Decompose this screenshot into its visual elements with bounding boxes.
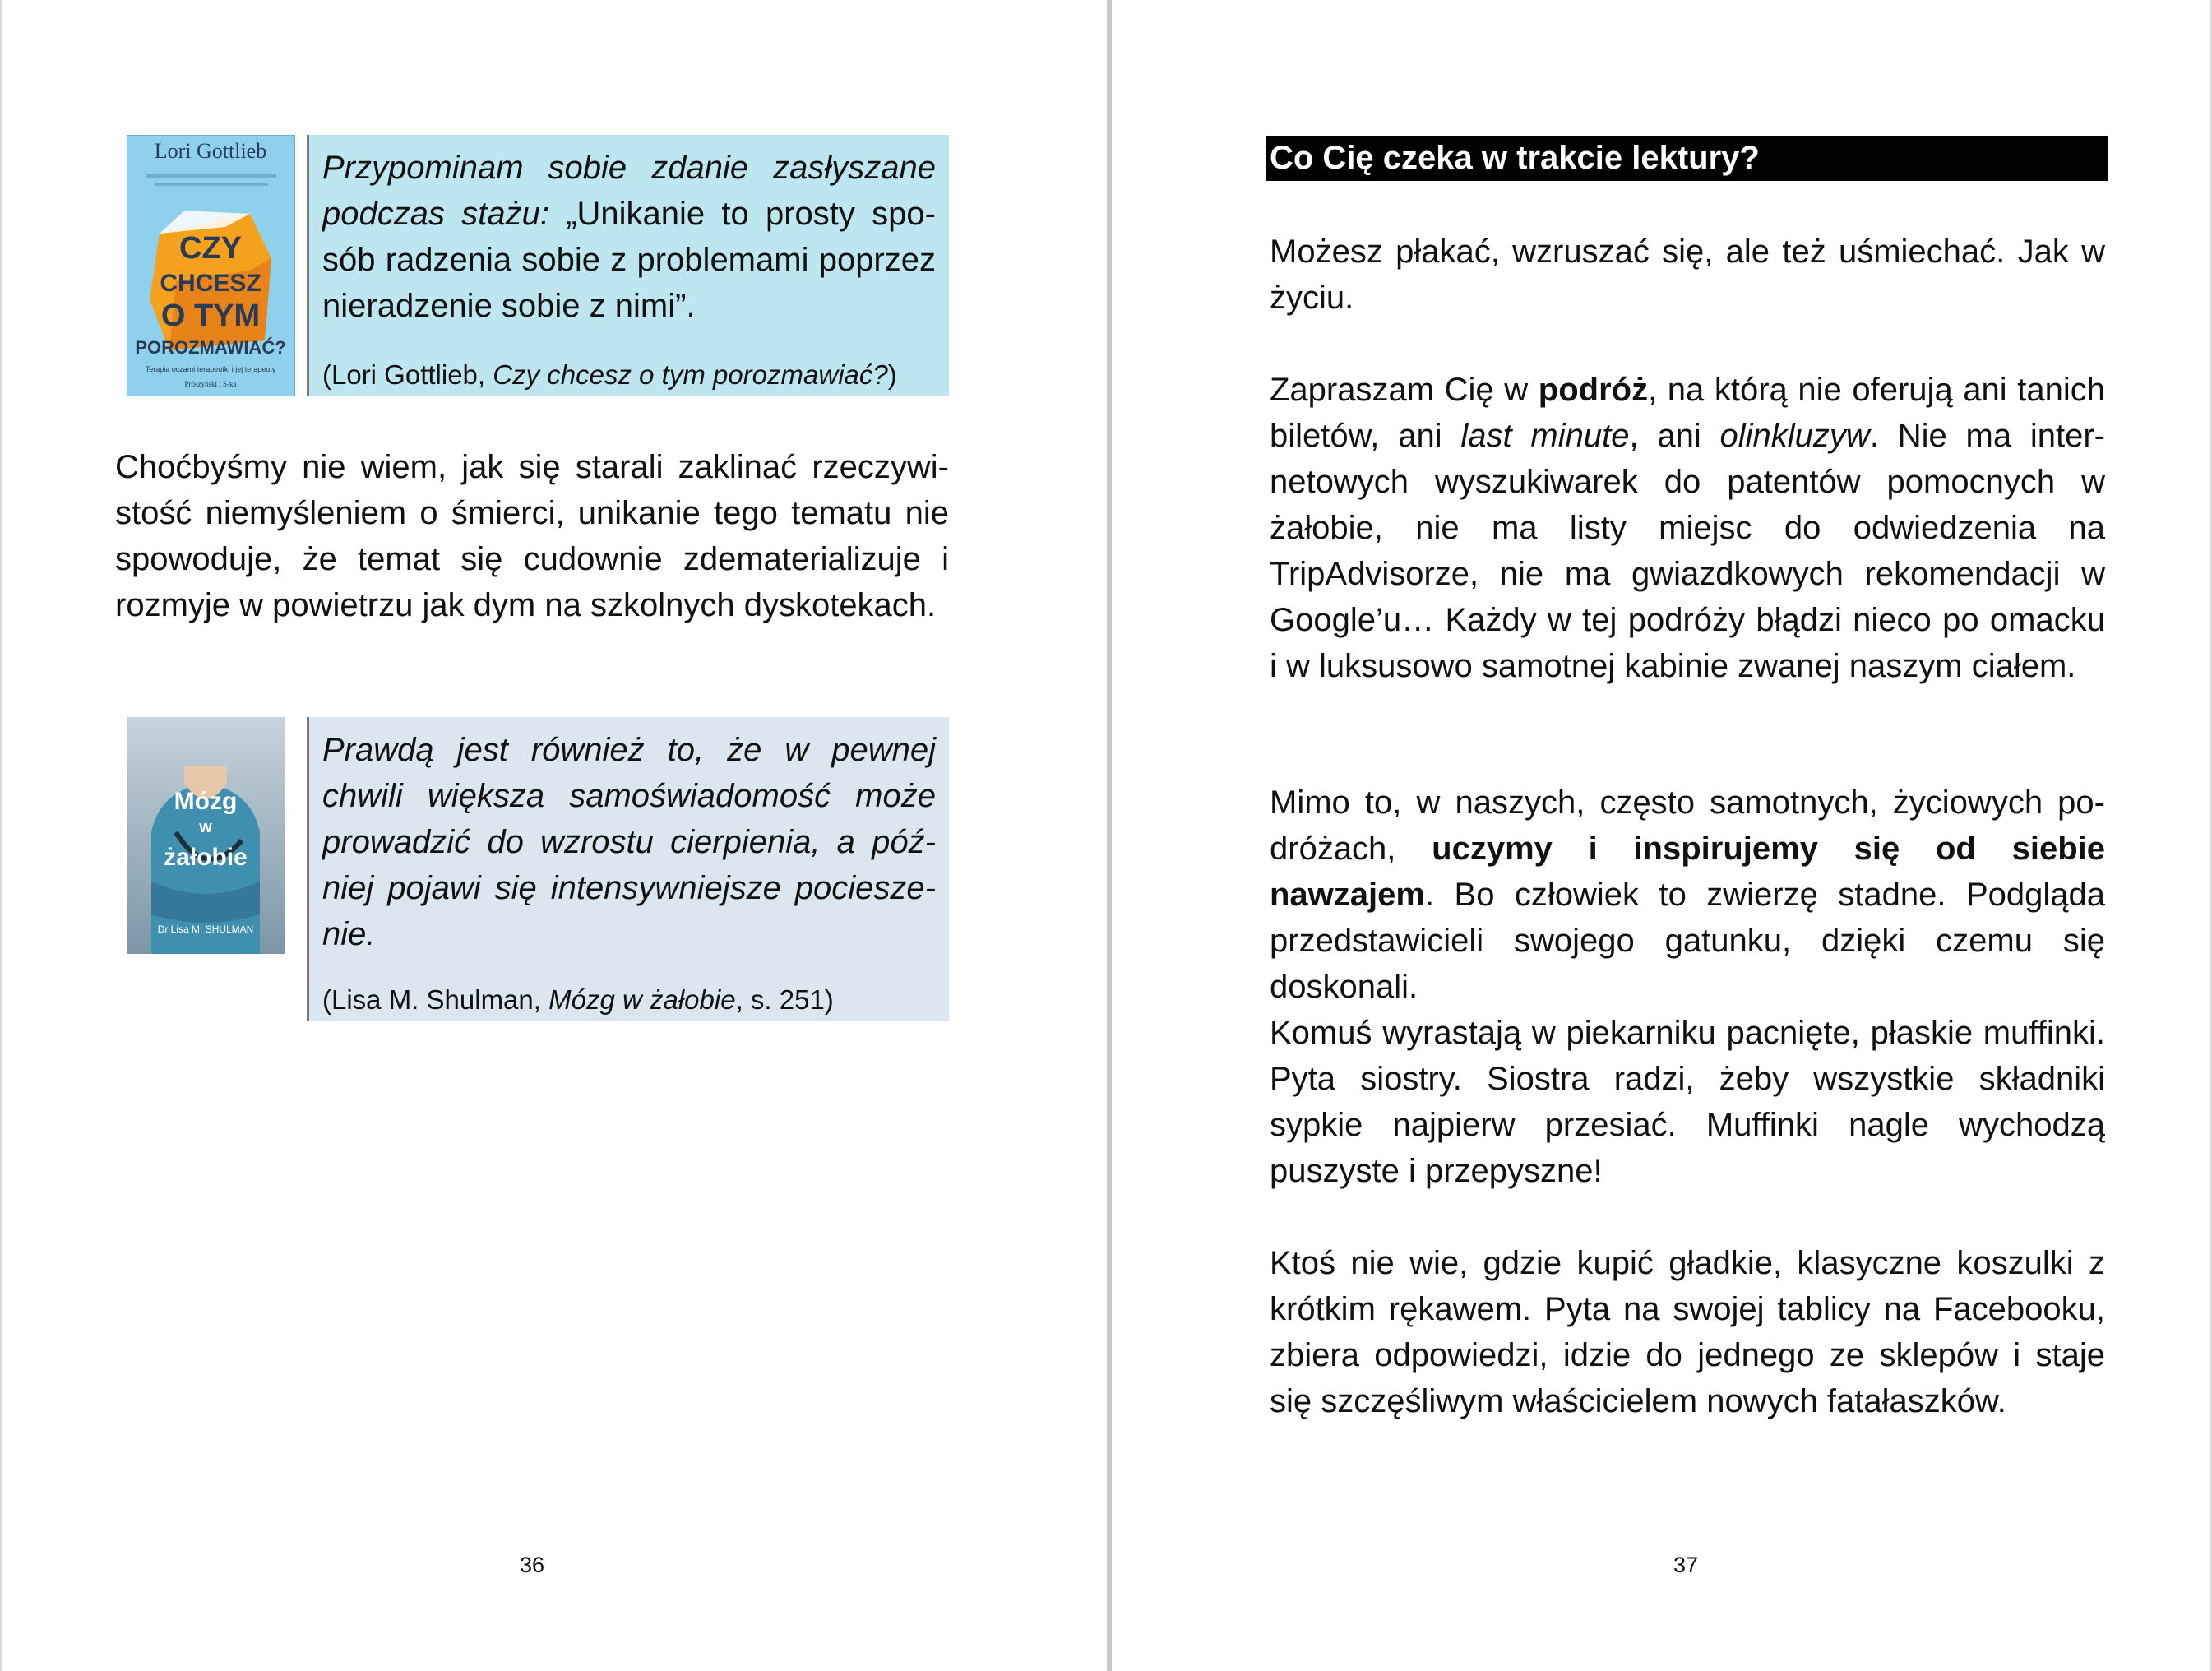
cover-author: Lori Gottlieb	[154, 139, 267, 163]
page-number: 37	[1673, 1553, 1699, 1577]
paragraph-4: Komuś wyrastają w piekarniku pacnięte, płaskie muffinki. Pyta siostry. Siostra radzi, żeby wszystkie składniki sypkie najpierw przesiać. Muffinki nagle wychodzą puszyste i przepyszne!	[1270, 1015, 2105, 1189]
cover-title-1: Mózg	[174, 788, 238, 815]
quote-box-shulman	[127, 717, 949, 1021]
cover-title-3: żałobie	[164, 844, 248, 871]
paragraph-1: Możesz płakać, wzruszać się, ale też uśmiechać. Jak w życiu.	[1270, 234, 2105, 316]
quote-box-gottlieb	[127, 135, 949, 396]
quote-text-box	[309, 717, 949, 1021]
section-heading: Co Cię czeka w trakcie lektury?	[1266, 136, 2108, 181]
cover-title-2: CHCESZ	[160, 270, 261, 297]
cover-publisher: Prószyński i S-ka	[184, 380, 237, 388]
book-cover-mozg-w-zalobie	[127, 717, 285, 954]
book-cover-czy-chcesz	[127, 135, 295, 396]
quote-text: Prawdą jest również to, że w pewnej chwili większa samoświadomość może prowadzić do wzrostu cierpienia, a później pojawi się intensywniejsze pocieszenie.	[322, 732, 936, 952]
paragraph-5: Ktoś nie wie, gdzie kupić gładkie, klasyczne koszulki z krótkim rękawem. Pyta na swojej tablicy na Facebooku, zbiera odpowiedzi, idzie do jednego ze sklepów i staje się szczęśliwym właścicielem nowych fatałaszków.	[1270, 1245, 2105, 1419]
cover-title-2: w	[199, 818, 212, 836]
cover-author: Dr Lisa M. SHULMAN	[157, 923, 254, 935]
page-number: 36	[519, 1553, 545, 1577]
cover-title-4: POROZMAWIAĆ?	[135, 337, 286, 358]
cover-subtitle: Terapia oczami terapeutki i jej terapeuty	[145, 365, 276, 373]
cover-title-3: O TYM	[160, 299, 261, 333]
quote-text-box	[309, 135, 949, 396]
quote-source: (Lori Gottlieb, Czy chcesz o tym porozmawiać?)	[322, 359, 897, 390]
quote-text: Przypominam sobie zdanie zasłyszane podczas stażu: „Unikanie to prosty sposób radzenia sobie z problemami poprzez nieradzenie sobie z nimi”.	[322, 150, 936, 324]
quote-source: (Lisa M. Shulman, Mózg w żałobie, s. 251)	[322, 984, 834, 1015]
body-paragraph: Choćbyśmy nie wiem, jak się starali zaklinać rzeczywistość niemyśleniem o śmierci, unikanie tego tematu nie spowoduje, że temat się cudownie zdematerializuje i rozmyje w powietrzu jak dym na szkolnych dyskotekach.	[115, 449, 949, 623]
right-page	[1112, 0, 2212, 1671]
paragraph-3: Mimo to, w naszych, często samotnych, życiowych podróżach, uczymy i inspirujemy się od siebie nawzajem. Bo człowiek to zwierzę stadne. Podgląda przedstawicieli swojego gatunku, dzięki czemu się doskonali.	[1270, 785, 2105, 1005]
cover-title-1: CZY	[179, 231, 242, 266]
paragraph-2: Zapraszam Cię w podróż, na którą nie oferują ani tanich biletów, ani last minute, ani olinkluzyw. Nie ma internetowych wyszukiwarek do patentów pomocnych w żałobie, nie ma listy miejsc do odwiedzenia na TripAdvisorze, nie ma gwiazdkowych rekomendacji w Google’u… Każdy w tej podróży błądzi nieco po omacku i w luksusowo samotnej kabinie zwanej naszym ciałem.	[1270, 372, 2105, 684]
